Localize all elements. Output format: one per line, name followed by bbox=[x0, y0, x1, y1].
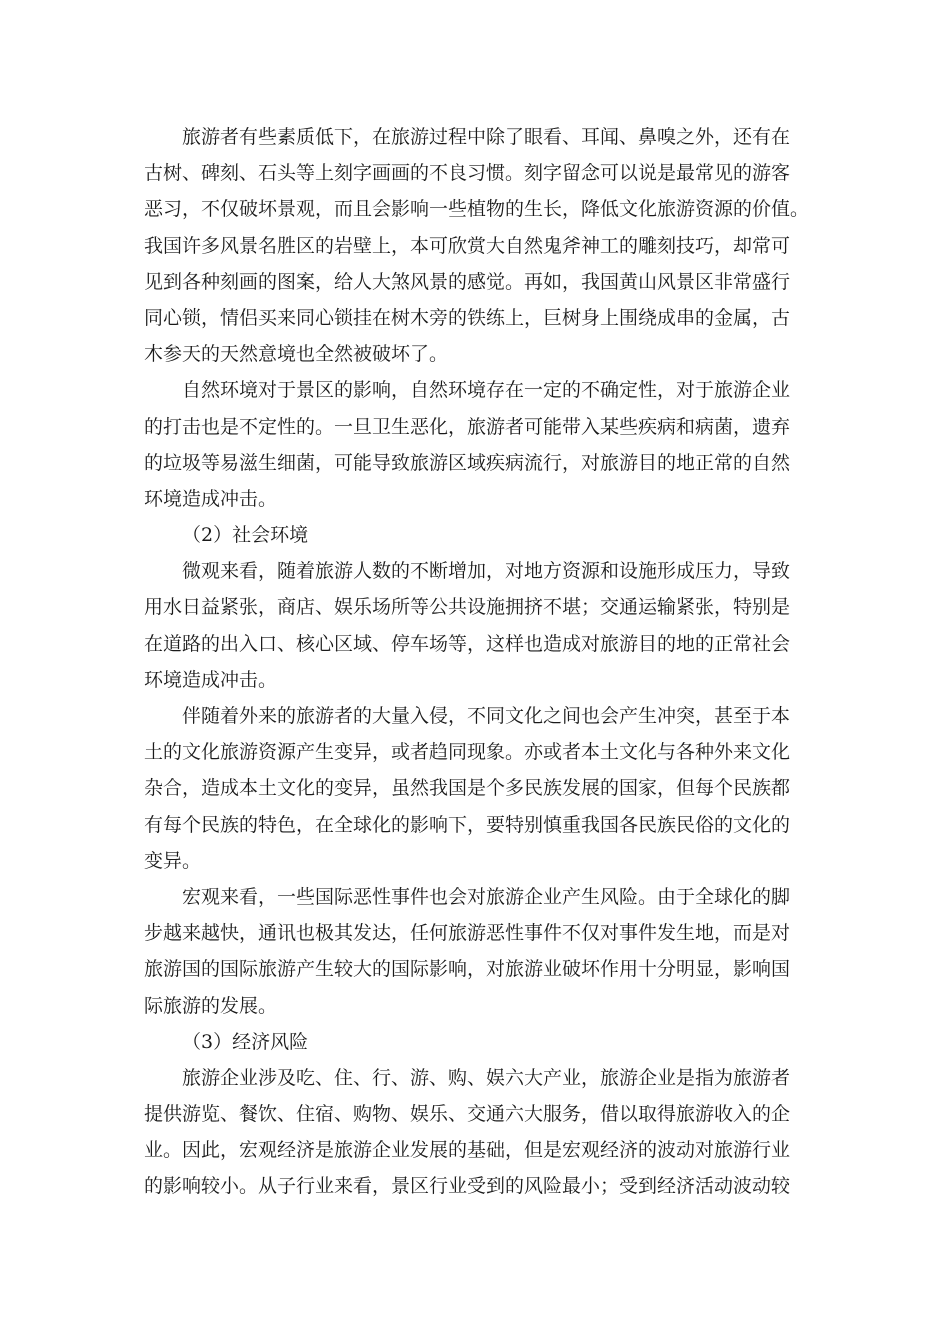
text-line: 际旅游的发展。 bbox=[144, 994, 278, 1017]
text-line: 环境造成冲击。 bbox=[144, 487, 278, 510]
text-line: 同心锁，情侣买来同心锁挂在树木旁的铁练上，巨树身上围绕成串的金属，古 bbox=[144, 306, 791, 329]
text-line: （3）经济风险 bbox=[182, 1030, 309, 1053]
text-line: 恶习，不仅破坏景观，而且会影响一些植物的生长，降低文化旅游资源的价值。 bbox=[144, 198, 810, 221]
text-line: 环境造成冲击。 bbox=[144, 668, 278, 691]
text-line: 步越来越快，通讯也极其发达，任何旅游恶性事件不仅对事件发生地，而是对 bbox=[144, 922, 791, 945]
text-line: 的打击也是不定性的。一旦卫生恶化，旅游者可能带入某些疾病和病菌，遗弃 bbox=[144, 415, 791, 438]
text-line: 伴随着外来的旅游者的大量入侵，不同文化之间也会产生冲突，甚至于本 bbox=[182, 705, 791, 727]
text-line: 用水日益紧张，商店、娱乐场所等公共设施拥挤不堪；交通运输紧张，特别是 bbox=[144, 596, 791, 619]
text-line: 旅游者有些素质低下，在旅游过程中除了眼看、耳闻、鼻嗅之外，还有在 bbox=[182, 126, 791, 148]
text-line: 古树、碑刻、石头等上刻字画画的不良习惯。刻字留念可以说是最常见的游客 bbox=[144, 162, 791, 185]
text-line: 的影响较小。从子行业来看，景区行业受到的风险最小；受到经济活动波动较 bbox=[144, 1175, 791, 1198]
text-line: 木参天的天然意境也全然被破坏了。 bbox=[144, 343, 449, 366]
text-line: 的垃圾等易滋生细菌，可能导致旅游区域疾病流行，对旅游目的地正常的自然 bbox=[144, 451, 791, 474]
text-line: 宏观来看，一些国际恶性事件也会对旅游企业产生风险。由于全球化的脚 bbox=[182, 885, 791, 908]
text-line: 杂合，造成本土文化的变异，虽然我国是个多民族发展的国家，但每个民族都 bbox=[144, 777, 791, 800]
text-line: （2）社会环境 bbox=[182, 524, 309, 547]
text-line: 在道路的出入口、核心区域、停车场等，这样也造成对旅游目的地的正常社会 bbox=[144, 632, 791, 655]
text-line: 自然环境对于景区的影响，自然环境存在一定的不确定性，对于旅游企业 bbox=[182, 379, 791, 402]
text-line: 微观来看，随着旅游人数的不断增加，对地方资源和设施形成压力，导致 bbox=[182, 560, 791, 583]
text-line: 有每个民族的特色，在全球化的影响下，要特别慎重我国各民族民俗的文化的 bbox=[144, 813, 791, 836]
text-line: 业。因此，宏观经济是旅游企业发展的基础，但是宏观经济的波动对旅游行业 bbox=[144, 1139, 791, 1162]
text-line: 变异。 bbox=[144, 849, 202, 872]
text-line: 我国许多风景名胜区的岩壁上，本可欣赏大自然鬼斧神工的雕刻技巧，却常可 bbox=[144, 234, 791, 257]
text-line: 旅游企业涉及吃、住、行、游、购、娱六大产业，旅游企业是指为旅游者 bbox=[182, 1066, 791, 1089]
text-line: 土的文化旅游资源产生变异，或者趋同现象。亦或者本土文化与各种外来文化 bbox=[144, 741, 791, 764]
text-line: 见到各种刻画的图案，给人大煞风景的感觉。再如，我国黄山风景区非常盛行 bbox=[144, 270, 791, 293]
document-body bbox=[144, 119, 816, 1205]
text-line: 提供游览、餐饮、住宿、购物、娱乐、交通六大服务，借以取得旅游收入的企 bbox=[144, 1103, 791, 1126]
text-line: 旅游国的国际旅游产生较大的国际影响，对旅游业破坏作用十分明显，影响国 bbox=[144, 958, 791, 981]
